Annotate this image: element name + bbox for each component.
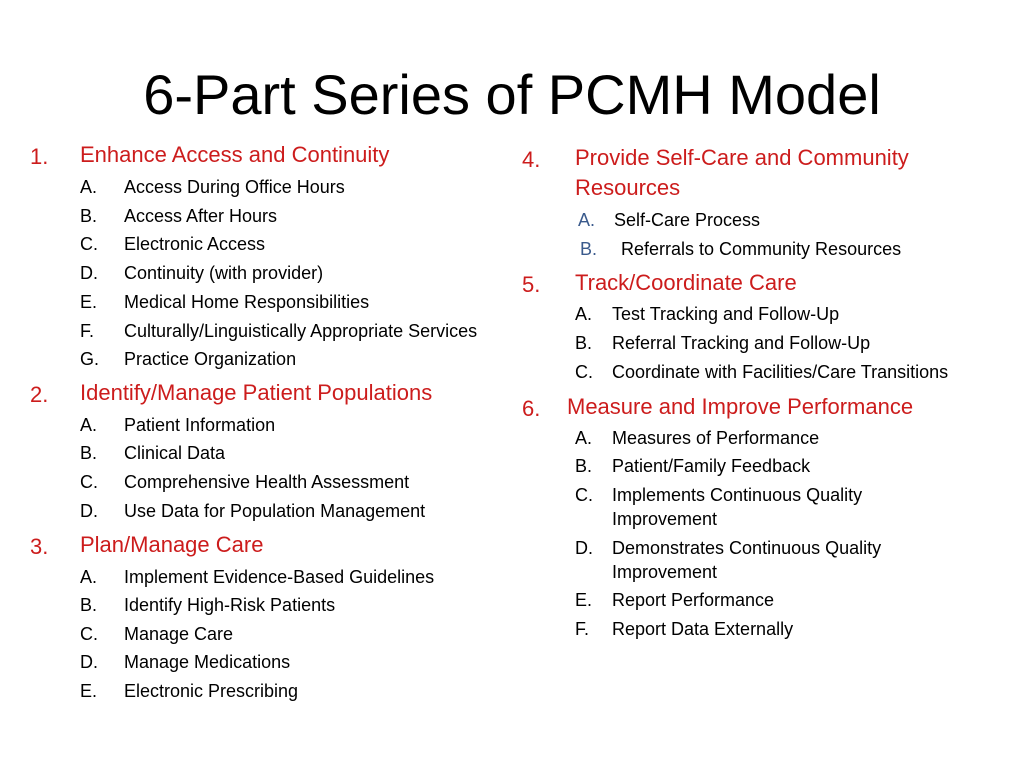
item-letter: C.	[575, 362, 593, 382]
item-letter: C.	[80, 624, 98, 644]
item-letter: D.	[80, 652, 98, 672]
section-number: 1.	[30, 144, 49, 169]
item-letter: B.	[80, 206, 98, 226]
list-item: Culturally/Linguistically Appropriate Services	[124, 321, 478, 341]
item-letter: C.	[80, 472, 98, 492]
item-letter: E.	[575, 590, 593, 610]
list-item: Test Tracking and Follow-Up	[612, 304, 840, 324]
item-letter: B.	[575, 456, 593, 476]
item-letter: D.	[80, 501, 98, 521]
list-item: Clinical Data	[124, 443, 226, 463]
item-letter: A.	[80, 177, 98, 197]
item-letter: B.	[80, 595, 98, 615]
item-letter: C.	[80, 234, 98, 254]
list-item: Demonstrates Continuous Quality Improvement	[612, 538, 882, 582]
section-heading: Provide Self-Care and Community Resources	[575, 145, 909, 200]
section-heading: Track/Coordinate Care	[575, 270, 797, 295]
item-letter: E.	[80, 292, 98, 312]
section-heading: Plan/Manage Care	[80, 532, 264, 557]
item-letter: D.	[575, 538, 593, 558]
list-item: Medical Home Responsibilities	[124, 292, 370, 312]
section-number: 3.	[30, 534, 49, 559]
item-letter: A.	[80, 567, 98, 587]
list-item: Continuity (with provider)	[124, 263, 324, 283]
item-letter: C.	[575, 485, 593, 505]
list-item: Report Data Externally	[612, 619, 794, 639]
list-item: Measures of Performance	[612, 428, 820, 448]
list-item: Use Data for Population Management	[124, 501, 426, 521]
list-item: Electronic Access	[124, 234, 266, 254]
section-number: 5.	[522, 272, 541, 297]
item-letter: F.	[575, 619, 590, 639]
item-letter: A.	[575, 304, 593, 324]
section-number: 2.	[30, 382, 49, 407]
item-letter: A.	[80, 415, 98, 435]
list-item: Referral Tracking and Follow-Up	[612, 333, 871, 353]
item-letter: B.	[580, 239, 598, 259]
item-letter: D.	[80, 263, 98, 283]
item-letter: F.	[80, 321, 95, 341]
list-item: Implement Evidence-Based Guidelines	[124, 567, 435, 587]
slide-title: 6-Part Series of PCMH Model	[143, 63, 881, 126]
list-item: Coordinate with Facilities/Care Transitions	[612, 362, 949, 382]
section-heading: Measure and Improve Performance	[567, 394, 914, 419]
list-item: Report Performance	[612, 590, 775, 610]
item-letter: A.	[578, 210, 596, 230]
section-heading: Identify/Manage Patient Populations	[80, 380, 433, 405]
section-number: 4.	[522, 147, 541, 172]
list-item: Manage Care	[124, 624, 234, 644]
list-item: Self-Care Process	[614, 210, 761, 230]
item-letter: A.	[575, 428, 593, 448]
list-item: Patient Information	[124, 415, 276, 435]
item-letter: B.	[575, 333, 593, 353]
list-item: Access During Office Hours	[124, 177, 345, 197]
list-item: Comprehensive Health Assessment	[124, 472, 410, 492]
list-item: Implements Continuous Quality Improvement	[612, 485, 863, 529]
item-letter: E.	[80, 681, 98, 701]
list-item: Electronic Prescribing	[124, 681, 299, 701]
section-number: 6.	[522, 396, 541, 421]
list-item: Manage Medications	[124, 652, 291, 672]
section-heading: Enhance Access and Continuity	[80, 142, 390, 167]
list-item: Referrals to Community Resources	[621, 239, 902, 259]
list-item: Identify High-Risk Patients	[124, 595, 336, 615]
list-item: Patient/Family Feedback	[612, 456, 811, 476]
list-item: Access After Hours	[124, 206, 278, 226]
item-letter: B.	[80, 443, 98, 463]
item-letter: G.	[80, 349, 100, 369]
list-item: Practice Organization	[124, 349, 297, 369]
